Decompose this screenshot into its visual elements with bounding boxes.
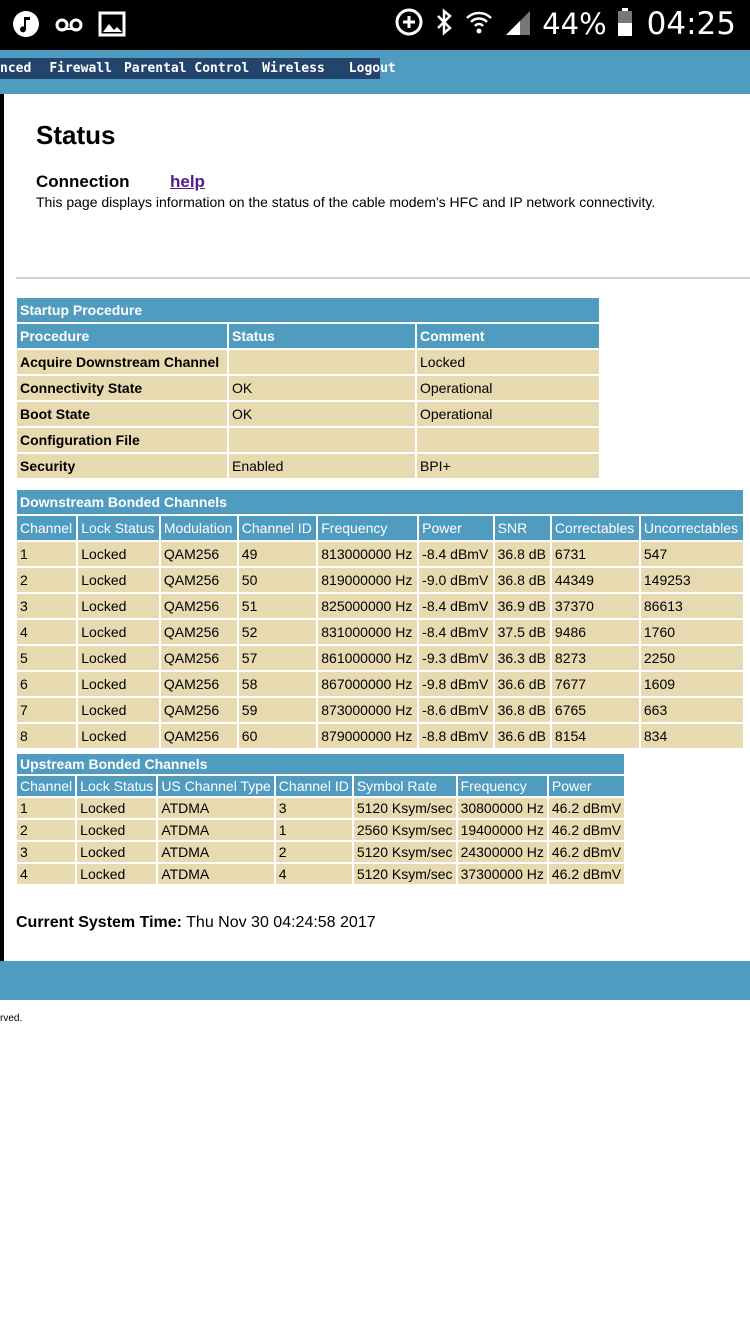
- table-cell: 873000000 Hz: [318, 698, 417, 722]
- table-cell: 8154: [552, 724, 639, 748]
- table-cell: 879000000 Hz: [318, 724, 417, 748]
- table-cell: 2560 Ksym/sec: [354, 820, 456, 840]
- connection-heading: Connection: [36, 172, 130, 191]
- table-row: [17, 594, 743, 618]
- table-cell: 36.9 dB: [495, 594, 550, 618]
- table-cell: Locked: [78, 594, 159, 618]
- table-cell: QAM256: [161, 724, 237, 748]
- table-cell: 6: [17, 672, 76, 696]
- table-cell: QAM256: [161, 672, 237, 696]
- table-row: [17, 402, 599, 426]
- table-cell: ATDMA: [158, 820, 273, 840]
- clock-time: 04:25: [646, 6, 736, 42]
- table-cell: 663: [641, 698, 743, 722]
- header-row: [17, 776, 624, 796]
- page-title: Status: [36, 120, 116, 150]
- column-header: Lock Status: [78, 516, 159, 540]
- voicemail-icon: [54, 10, 84, 43]
- table-cell: 24300000 Hz: [458, 842, 547, 862]
- table-cell: 1760: [641, 620, 743, 644]
- table-cell: 3: [17, 594, 76, 618]
- table-cell: Locked: [78, 672, 159, 696]
- table-cell: Locked: [78, 698, 159, 722]
- header-row: [17, 516, 743, 540]
- horizontal-divider: [16, 277, 750, 279]
- table-cell: QAM256: [161, 620, 237, 644]
- table-cell: 819000000 Hz: [318, 568, 417, 592]
- table-row: [17, 672, 743, 696]
- table-cell: 44349: [552, 568, 639, 592]
- table-cell: 6765: [552, 698, 639, 722]
- column-header: Channel: [17, 516, 76, 540]
- table-cell: 8: [17, 724, 76, 748]
- table-cell: 2: [17, 820, 75, 840]
- table-cell: Locked: [77, 798, 156, 818]
- nav-item-advanced[interactable]: nced: [0, 61, 32, 76]
- table-cell: 4: [17, 620, 76, 644]
- router-nav-bar: [0, 58, 396, 79]
- column-header: Symbol Rate: [354, 776, 456, 796]
- table-cell: 37370: [552, 594, 639, 618]
- table-cell: 831000000 Hz: [318, 620, 417, 644]
- column-header: Correctables: [552, 516, 639, 540]
- table-cell: 59: [239, 698, 316, 722]
- footer-copyright: rved.: [0, 1013, 23, 1024]
- table-cell: 8273: [552, 646, 639, 670]
- status-cell: OK: [229, 402, 415, 426]
- table-cell: 5: [17, 646, 76, 670]
- table-cell: ATDMA: [158, 864, 273, 884]
- table-cell: Locked: [78, 568, 159, 592]
- column-header: Channel ID: [276, 776, 352, 796]
- data-saver-icon: [394, 7, 424, 41]
- table-cell: Locked: [77, 842, 156, 862]
- table-caption: Startup Procedure: [17, 298, 599, 322]
- table-cell: 5120 Ksym/sec: [354, 842, 456, 862]
- table-cell: Locked: [77, 864, 156, 884]
- table-caption: Upstream Bonded Channels: [17, 754, 624, 774]
- table-cell: Locked: [77, 820, 156, 840]
- column-header: Uncorrectables: [641, 516, 743, 540]
- table-cell: Locked: [78, 620, 159, 644]
- table-cell: 547: [641, 542, 743, 566]
- image-icon: [98, 10, 126, 43]
- table-row: [17, 798, 624, 818]
- downstream-channels-table: [15, 488, 745, 750]
- table-cell: -8.4 dBmV: [419, 542, 492, 566]
- procedure-cell: Security: [17, 454, 227, 478]
- table-cell: 149253: [641, 568, 743, 592]
- table-cell: 1: [17, 798, 75, 818]
- table-cell: 4: [276, 864, 352, 884]
- table-cell: 5120 Ksym/sec: [354, 798, 456, 818]
- table-cell: -8.8 dBmV: [419, 724, 492, 748]
- comment-cell: [417, 428, 599, 452]
- upstream-channels-table: [15, 752, 626, 886]
- table-row: [17, 724, 743, 748]
- table-row: [17, 568, 743, 592]
- nav-item-firewall[interactable]: Firewall: [49, 61, 112, 76]
- table-cell: 46.2 dBmV: [549, 842, 624, 862]
- procedure-cell: Acquire Downstream Channel: [17, 350, 227, 374]
- column-header: Power: [549, 776, 624, 796]
- procedure-cell: Connectivity State: [17, 376, 227, 400]
- table-cell: QAM256: [161, 698, 237, 722]
- system-time-value: Thu Nov 30 04:24:58 2017: [186, 914, 376, 931]
- table-cell: 2: [17, 568, 76, 592]
- comment-cell: Locked: [417, 350, 599, 374]
- music-note-icon: [12, 10, 40, 43]
- table-cell: 49: [239, 542, 316, 566]
- table-cell: 36.8 dB: [495, 568, 550, 592]
- table-cell: 3: [17, 842, 75, 862]
- column-header: Power: [419, 516, 492, 540]
- table-cell: -8.4 dBmV: [419, 620, 492, 644]
- column-header: Comment: [417, 324, 599, 348]
- column-header: US Channel Type: [158, 776, 273, 796]
- table-cell: QAM256: [161, 594, 237, 618]
- table-cell: 5120 Ksym/sec: [354, 864, 456, 884]
- table-cell: 825000000 Hz: [318, 594, 417, 618]
- table-cell: Locked: [78, 724, 159, 748]
- table-cell: -9.3 dBmV: [419, 646, 492, 670]
- table-row: [17, 646, 743, 670]
- signal-icon: [504, 7, 532, 41]
- table-cell: 36.3 dB: [495, 646, 550, 670]
- table-cell: 46.2 dBmV: [549, 820, 624, 840]
- column-header: Modulation: [161, 516, 237, 540]
- table-cell: 36.6 dB: [495, 724, 550, 748]
- table-row: [17, 376, 599, 400]
- nav-item-wireless[interactable]: Wireless: [262, 61, 325, 76]
- column-header: Channel ID: [239, 516, 316, 540]
- table-row: [17, 820, 624, 840]
- column-header: Channel: [17, 776, 75, 796]
- table-row: [17, 428, 599, 452]
- table-cell: 51: [239, 594, 316, 618]
- battery-percent: 44%: [542, 7, 607, 41]
- table-cell: 60: [239, 724, 316, 748]
- table-row: [17, 620, 743, 644]
- comment-cell: Operational: [417, 376, 599, 400]
- table-cell: 1609: [641, 672, 743, 696]
- table-cell: 867000000 Hz: [318, 672, 417, 696]
- table-cell: 37300000 Hz: [458, 864, 547, 884]
- table-cell: 57: [239, 646, 316, 670]
- wifi-icon: [464, 7, 494, 41]
- table-cell: QAM256: [161, 542, 237, 566]
- table-cell: 46.2 dBmV: [549, 798, 624, 818]
- status-cell: [229, 428, 415, 452]
- table-cell: 86613: [641, 594, 743, 618]
- column-header: Status: [229, 324, 415, 348]
- nav-item-logout[interactable]: Logout: [348, 61, 396, 76]
- table-cell: 834: [641, 724, 743, 748]
- table-cell: Locked: [78, 542, 159, 566]
- table-cell: -9.0 dBmV: [419, 568, 492, 592]
- table-cell: -9.8 dBmV: [419, 672, 492, 696]
- help-link[interactable]: help: [170, 172, 205, 191]
- table-cell: 4: [17, 864, 75, 884]
- table-row: [17, 842, 624, 862]
- table-cell: 1: [276, 820, 352, 840]
- table-cell: 30800000 Hz: [458, 798, 547, 818]
- table-cell: 36.6 dB: [495, 672, 550, 696]
- table-cell: 36.8 dB: [495, 542, 550, 566]
- table-cell: 2: [276, 842, 352, 862]
- table-cell: 7677: [552, 672, 639, 696]
- table-cell: 6731: [552, 542, 639, 566]
- column-header: Procedure: [17, 324, 227, 348]
- table-row: [17, 542, 743, 566]
- table-cell: -8.6 dBmV: [419, 698, 492, 722]
- table-cell: 46.2 dBmV: [549, 864, 624, 884]
- status-cell: Enabled: [229, 454, 415, 478]
- column-header: Frequency: [318, 516, 417, 540]
- table-cell: QAM256: [161, 568, 237, 592]
- table-cell: 50: [239, 568, 316, 592]
- battery-icon: [617, 7, 633, 41]
- table-cell: Locked: [78, 646, 159, 670]
- procedure-cell: Configuration File: [17, 428, 227, 452]
- table-cell: ATDMA: [158, 842, 273, 862]
- column-header: Frequency: [458, 776, 547, 796]
- column-header: SNR: [495, 516, 550, 540]
- table-cell: -8.4 dBmV: [419, 594, 492, 618]
- status-cell: OK: [229, 376, 415, 400]
- bluetooth-icon: [434, 7, 454, 41]
- startup-procedure-table: [15, 296, 601, 480]
- table-cell: QAM256: [161, 646, 237, 670]
- table-cell: 37.5 dB: [495, 620, 550, 644]
- status-cell: [229, 350, 415, 374]
- table-row: [17, 454, 599, 478]
- table-cell: 9486: [552, 620, 639, 644]
- table-cell: 7: [17, 698, 76, 722]
- content-left-border: [0, 94, 4, 961]
- footer-band: [0, 961, 750, 1000]
- table-row: [17, 350, 599, 374]
- table-caption: Downstream Bonded Channels: [17, 490, 743, 514]
- table-cell: 19400000 Hz: [458, 820, 547, 840]
- table-cell: 52: [239, 620, 316, 644]
- table-row: [17, 864, 624, 884]
- nav-item-parental-control[interactable]: Parental Control: [123, 61, 250, 76]
- procedure-cell: Boot State: [17, 402, 227, 426]
- comment-cell: Operational: [417, 402, 599, 426]
- page-description: This page displays information on the status of the cable modem's HFC and IP network connectivity.: [36, 194, 656, 210]
- comment-cell: BPI+: [417, 454, 599, 478]
- table-cell: 861000000 Hz: [318, 646, 417, 670]
- table-cell: 36.8 dB: [495, 698, 550, 722]
- table-cell: 1: [17, 542, 76, 566]
- table-cell: 813000000 Hz: [318, 542, 417, 566]
- table-cell: 2250: [641, 646, 743, 670]
- table-cell: ATDMA: [158, 798, 273, 818]
- android-status-bar: [0, 0, 750, 50]
- table-cell: 3: [276, 798, 352, 818]
- current-system-time: [16, 914, 376, 932]
- table-cell: 58: [239, 672, 316, 696]
- system-time-label: Current System Time:: [16, 914, 182, 931]
- column-header: Lock Status: [77, 776, 156, 796]
- table-row: [17, 698, 743, 722]
